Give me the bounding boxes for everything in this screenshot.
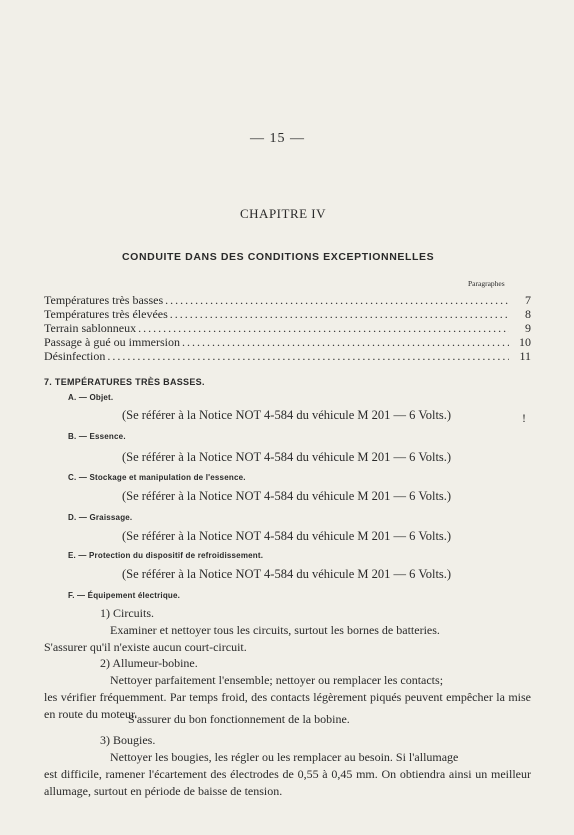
notice-reference: (Se référer à la Notice NOT 4-584 du véhicule M 201 — 6 Volts.) bbox=[122, 529, 452, 543]
toc-number: 11 bbox=[519, 349, 531, 363]
toc-label: Désinfection bbox=[44, 349, 106, 363]
toc-leader bbox=[138, 321, 509, 335]
chapter-title: CONDUITE DANS DES CONDITIONS EXCEPTIONNELLES bbox=[122, 251, 435, 263]
paragraph-first-line: Nettoyer parfaitement l'ensemble; nettoyer ou remplacer les contacts; bbox=[110, 673, 444, 687]
paragraph-text: est difficile, ramener l'écartement des électrodes de 0,55 à 0,45 mm. On obtiendra ainsi un meilleur allumage, surtout en période de baisse de tension. bbox=[44, 767, 531, 798]
item-paragraph bbox=[44, 622, 531, 656]
toc-leader bbox=[182, 335, 509, 349]
paragraph-text: S'assurer du bon fonctionnement de la bobine. bbox=[128, 712, 350, 726]
paragraph-text: les vérifier fréquemment. Par temps froid, des contacts légèrement piqués peuvent empêcher la mise en route du moteur. bbox=[44, 690, 531, 721]
section-heading: 7. TEMPÉRATURES TRÈS BASSES. bbox=[44, 377, 205, 387]
toc-label: Températures très élevées bbox=[44, 307, 168, 321]
toc-label: Passage à gué ou immersion bbox=[44, 335, 180, 349]
subsection-heading: F. — Équipement électrique. bbox=[68, 591, 181, 600]
toc-row bbox=[44, 293, 531, 307]
item-label: 3) Bougies. bbox=[100, 733, 156, 747]
toc-number: 9 bbox=[525, 321, 531, 335]
toc-number: 10 bbox=[519, 335, 531, 349]
item-label: 1) Circuits. bbox=[100, 606, 154, 620]
toc-row bbox=[44, 335, 531, 349]
subsection-heading: A. — Objet. bbox=[68, 393, 114, 402]
toc-leader bbox=[170, 307, 509, 321]
toc-leader bbox=[107, 349, 509, 363]
toc-label: Températures très basses bbox=[44, 293, 164, 307]
notice-reference: (Se référer à la Notice NOT 4-584 du véhicule M 201 — 6 Volts.) bbox=[122, 450, 452, 464]
item-label: 2) Allumeur-bobine. bbox=[100, 656, 198, 670]
page-number: — 15 — bbox=[250, 131, 305, 146]
subsection-heading: B. — Essence. bbox=[68, 432, 126, 441]
subsection-heading: E. — Protection du dispositif de refroidissement. bbox=[68, 551, 264, 560]
paragraphs-column-header: Paragraphes bbox=[468, 279, 505, 288]
paragraph-first-line: Nettoyer les bougies, les régler ou les remplacer au besoin. Si l'allumage bbox=[110, 750, 459, 764]
paragraph-text: S'assurer qu'il n'existe aucun court-circuit. bbox=[44, 640, 247, 654]
subsection-heading: D. — Graissage. bbox=[68, 513, 133, 522]
notice-reference: (Se référer à la Notice NOT 4-584 du véhicule M 201 — 6 Volts.) bbox=[122, 567, 452, 581]
notice-reference: (Se référer à la Notice NOT 4-584 du véhicule M 201 — 6 Volts.) bbox=[122, 408, 452, 422]
subsection-heading: C. — Stockage et manipulation de l'essence. bbox=[68, 473, 246, 482]
paragraph-first-line: Examiner et nettoyer tous les circuits, surtout les bornes de batteries. bbox=[110, 623, 440, 637]
toc-row bbox=[44, 321, 531, 335]
toc-number: 8 bbox=[525, 307, 531, 321]
chapter-heading: CHAPITRE IV bbox=[240, 206, 327, 221]
toc-row bbox=[44, 349, 531, 363]
notice-reference: (Se référer à la Notice NOT 4-584 du véhicule M 201 — 6 Volts.) bbox=[122, 489, 452, 503]
toc-number: 7 bbox=[525, 293, 531, 307]
toc-label: Terrain sablonneux bbox=[44, 321, 137, 335]
toc-leader bbox=[165, 293, 509, 307]
item-paragraph bbox=[44, 749, 531, 800]
margin-mark: ! bbox=[522, 411, 526, 425]
toc-row bbox=[44, 307, 531, 321]
